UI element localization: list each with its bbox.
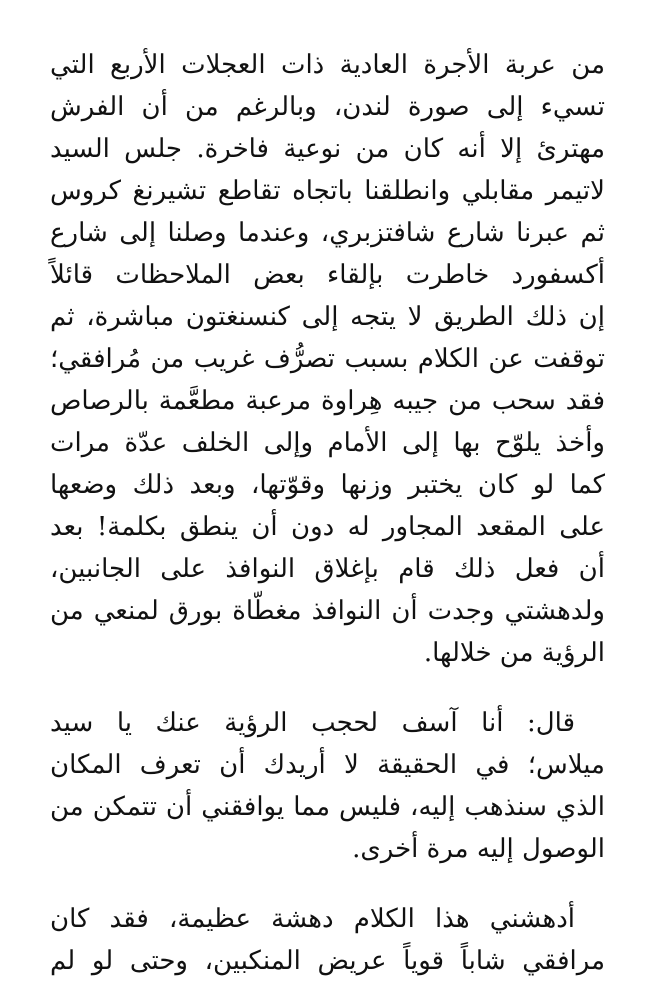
text-line: وأخذ يلوّح بها إلى الأمام وإلى الخلف عدّة مرات <box>50 428 605 458</box>
text-line: فقد سحب من جيبه هِراوة مرعبة مطعَّمة بالرصاص <box>50 386 605 416</box>
paragraph-spacer <box>50 870 605 898</box>
text-line: الوصول إليه مرة أخرى. <box>352 834 605 864</box>
paragraph-2 <box>50 702 605 870</box>
text-line: إن ذلك الطريق لا يتجه إلى كنسنغتون مباشرة، ثم <box>50 302 605 332</box>
text-line: مهترئ إلا أنه كان من نوعية فاخرة. جلس السيد <box>50 134 605 164</box>
text-line: ثم عبرنا شارع شافتزبري، وعندما وصلنا إلى شارع <box>50 218 605 248</box>
text-line: أدهشني هذا الكلام دهشة عظيمة، فقد كان <box>50 904 575 934</box>
text-line: مرافقي شاباً قوياً عريض المنكبين، وحتى لو لم <box>50 946 605 976</box>
text-line: توقفت عن الكلام بسبب تصرُّف غريب من مُرافقي؛ <box>50 344 605 374</box>
book-page <box>50 44 605 982</box>
paragraph-1 <box>50 44 605 674</box>
paragraph-spacer <box>50 674 605 702</box>
text-line: كما لو كان يختبر وزنها وقوّتها، وبعد ذلك وضعها <box>50 470 605 500</box>
text-line: على المقعد المجاور له دون أن ينطق بكلمة! بعد <box>50 512 605 542</box>
text-line: أن فعل ذلك قام بإغلاق النوافذ على الجانبين، <box>50 554 605 584</box>
paragraph-3 <box>50 898 605 982</box>
text-line: أكسفورد خاطرت بإلقاء بعض الملاحظات قائلاً <box>50 260 605 290</box>
text-line: الرؤية من خلالها. <box>423 638 605 668</box>
text-line: الذي سنذهب إليه، فليس مما يوافقني أن تتمكن من <box>50 792 605 822</box>
text-line: قال: أنا آسف لحجب الرؤية عنك يا سيد <box>50 708 575 738</box>
text-line: تسيء إلى صورة لندن، وبالرغم من أن الفرش <box>50 92 605 122</box>
text-line: من عربة الأجرة العادية ذات العجلات الأربع التي <box>50 50 605 80</box>
text-line: لاتيمر مقابلي وانطلقنا باتجاه تقاطع تشيرنغ كروس <box>50 176 605 206</box>
text-line: ولدهشتي وجدت أن النوافذ مغطّاة بورق لمنعي من <box>50 596 605 626</box>
text-line: ميلاس؛ في الحقيقة لا أريدك أن تعرف المكان <box>50 750 605 780</box>
